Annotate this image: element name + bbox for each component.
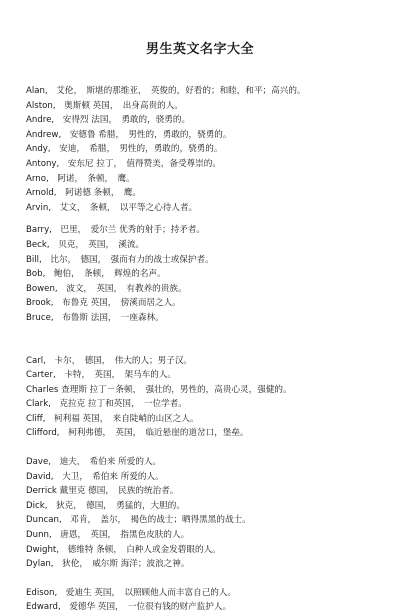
name-entry: Dwight, 德维特 条顿， 白种人或金发碧眼的人。 (26, 544, 221, 555)
name-entry: Alston, 奥斯顿 英国， 出身高贵的人。 (26, 100, 183, 111)
name-entry: Carter, 卡特， 英国， 架马车的人。 (26, 370, 177, 381)
section-c (26, 354, 392, 442)
name-entry: Arvin, 艾文， 条顿， 以平等之心待人者。 (26, 202, 198, 213)
name-entry: Antony, 安东尼 拉丁， 值得赞美，备受尊崇的。 (26, 158, 221, 169)
name-entry: Carl, 卡尔， 德国， 伟大的人；男子汉。 (26, 355, 193, 366)
page-title: 男生英文名字大全 (145, 42, 254, 57)
name-entry: Cliff, 柯利福 英国， 来自陡峭的山区之人。 (26, 413, 199, 424)
name-entry: Bill, 比尔， 德国， 强而有力的战士或保护者。 (26, 254, 214, 265)
name-entry: Bob, 鲍伯， 条顿， 辉煌的名声。 (26, 269, 166, 280)
name-entry: Andrew, 安德鲁 希腊， 男性的，勇敢的，骁勇的。 (26, 129, 232, 140)
name-entry: Dylan, 狄伦， 威尔斯 海洋；波浪之神。 (26, 559, 190, 570)
name-entry: Andy, 安迪， 希腊， 男性的，勇敢的，骁勇的。 (26, 144, 223, 155)
name-entry: Barry, 巴里， 爱尔兰 优秀的射手；持矛者。 (26, 225, 206, 236)
name-entry: Edison, 爱迪生 英国， 以照顾他人而丰富自己的人。 (26, 587, 237, 598)
name-entry: Bowen, 波文， 英国， 有教养的贵族。 (26, 283, 187, 294)
section-b (26, 223, 392, 325)
name-entry: Dick, 狄克， 德国， 勇猛的，大胆的。 (26, 500, 185, 511)
name-entry: Alan, 艾伦， 斯堪的那维亚， 英俊的，好看的；和睦，和平；高兴的。 (26, 86, 306, 96)
name-entry: Charles 查理斯 拉丁－条顿， 强壮的，男性的，高贵心灵，强健的。 (26, 384, 292, 395)
name-entry: Arno, 阿诺， 条顿， 鹰。 (26, 173, 135, 184)
name-list (26, 84, 392, 615)
name-entry: Beck, 贝克， 英国， 溪流。 (26, 239, 145, 250)
name-entry: Edward, 爱德华 英国， 一位很有钱的财产监护人。 (26, 602, 232, 613)
name-entry: Derrick 戴里克 德国， 民族的统治者。 (26, 486, 179, 497)
name-entry: Arnold, 阿诺德 条顿， 鹰。 (26, 188, 141, 199)
name-entry: Andre, 安得烈 法国， 勇敢的，骁勇的。 (26, 115, 191, 126)
name-entry: Brook, 布鲁克 英国， 傍溪而居之人。 (26, 298, 181, 309)
name-entry: Dunn, 唐恩， 英国， 指黑色皮肤的人。 (26, 530, 190, 541)
name-entry: David, 大卫， 希伯来 所爱的人。 (26, 471, 164, 482)
name-entry: Clark, 克拉克 拉丁和英国， 一位学者。 (26, 399, 187, 410)
section-e (26, 586, 392, 615)
name-entry: Dave, 迪夫， 希伯来 所爱的人。 (26, 457, 162, 468)
section-d (26, 455, 392, 572)
section-a (26, 84, 392, 215)
name-entry: Bruce, 布鲁斯 法国， 一座森林。 (26, 312, 164, 323)
name-entry: Duncan, 邓肯， 盖尔， 褐色的战士；晒得黑黑的战士。 (26, 515, 251, 526)
name-entry: Clifford, 柯利弗德， 英国， 临近悬崖的道岔口，堡垒。 (26, 428, 249, 439)
